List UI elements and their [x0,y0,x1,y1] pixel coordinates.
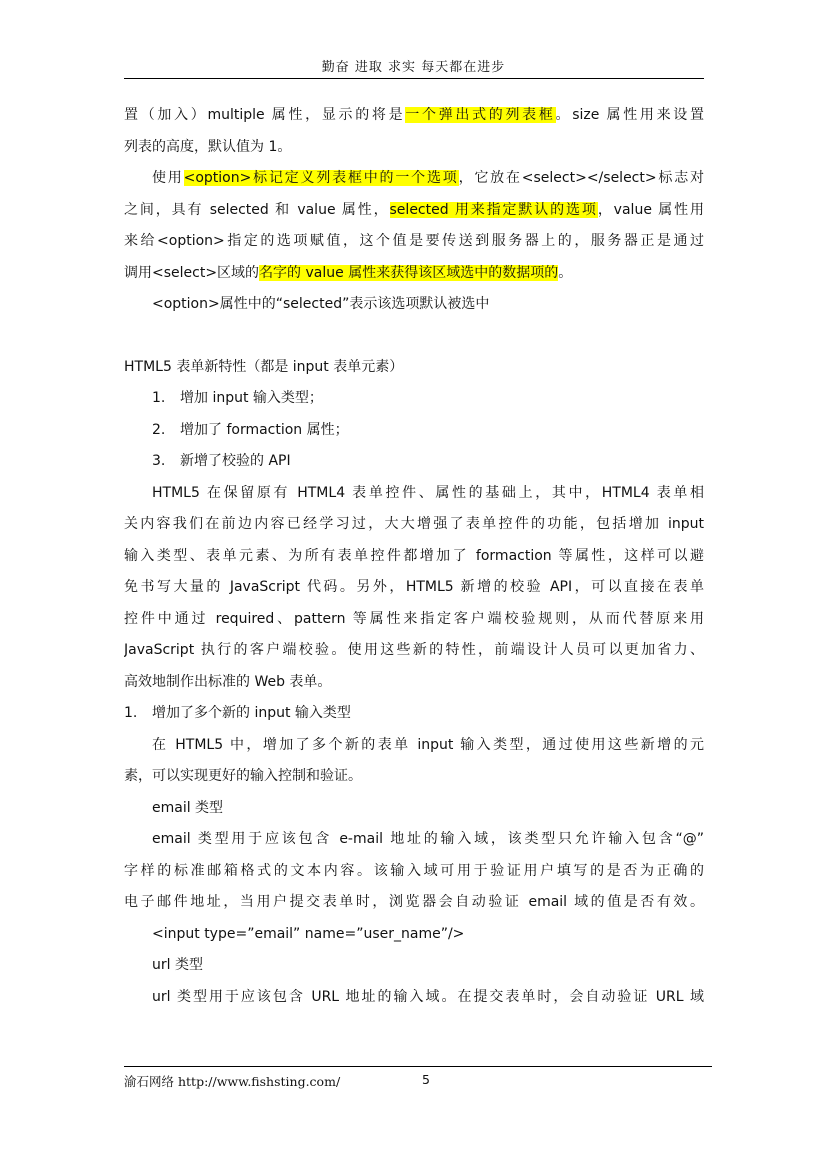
text-span: 置（加入）multiple 属性，显示的将是 [124,107,406,123]
paragraph-line: 免书写大量的 JavaScript 代码。另外，HTML5 新增的校验 API，可以直接在表单 [124,579,704,595]
highlight: selected 用来指定默认的选项 [389,201,598,218]
text-span: ，它放在<select></select>标志对 [458,170,704,186]
type-title: email 类型 [152,799,224,816]
paragraph-line [124,167,704,199]
section-title: 增加了多个新的 input 输入类型 [152,705,351,721]
paragraph-line: HTML5 在保留原有 HTML4 表单控件、属性的基础上，其中，HTML4 表单相 [152,484,704,501]
list-text: 增加 input 输入类型； [180,390,323,406]
list-text: 新增了校验的 API [180,453,291,469]
highlight: 名字的 value 属性来获得该区域选中的数据项的 [259,264,559,281]
text-span: 之间，具有 selected 和 value 属性， [124,201,390,218]
type-title: url 类型 [152,957,203,973]
text-span: 。 [558,264,573,281]
paragraph-line: JavaScript 执行的客户端校验。使用这些新的特性，前端设计人员可以更加省力、 [124,642,704,658]
paragraph-line: 高效地制作出标准的 Web 表单。 [124,673,332,690]
paragraph-line: 控件中通过 required、pattern 等属性来指定客户端校验规则，从而代替原来用 [124,610,704,627]
footer-rule [124,1066,712,1067]
blank-line [124,325,704,356]
text-span: 调用<select>区域的 [124,264,260,281]
paragraph-line: 电子邮件地址，当用户提交表单时，浏览器会自动验证 email 域的值是否有效。 [124,894,704,910]
list-number: 1. [152,390,166,406]
paragraph-line: <option>属性中的“selected”表示该选项默认被选中 [152,296,490,312]
section-number: 1. [124,705,138,721]
page-number: 5 [422,1072,430,1087]
list-item [124,450,704,482]
paragraph-line: email 类型用于应该包含 e-mail 地址的输入域，该类型只允许输入包含“@” [152,831,704,847]
section-heading: HTML5 表单新特性（都是 input 表单元素） [124,358,404,375]
code-line: <input type=”email” name=”user_name”/> [152,925,465,942]
text-span: 使用 [152,170,184,186]
paragraph-line: 列表的高度，默认值为 1。 [124,138,292,155]
text-span: 。size 属性用来设置 [555,107,704,123]
paragraph-line: 字样的标准邮箱格式的文本内容。该输入域可用于验证用户填写的是否为正确的 [124,862,704,879]
paragraph-line [124,104,704,136]
list-number: 3. [152,453,166,469]
paragraph-line: 关内容我们在前边内容已经学习过，大大增强了表单控件的功能，包括增加 input [124,516,704,532]
subsection-heading [124,702,704,734]
paragraph-line: 在 HTML5 中，增加了多个新的表单 input 输入类型，通过使用这些新增的元 [152,736,704,753]
list-text: 增加了 formaction 属性； [180,421,349,438]
paragraph-line: url 类型用于应该包含 URL 地址的输入域。在提交表单时，会自动验证 URL 域 [152,988,704,1005]
list-item [124,419,704,451]
paragraph-line: 输入类型、表单元素、为所有表单控件都增加了 formaction 等属性，这样可以避 [124,547,704,564]
highlight: 一个弹出式的列表框 [405,107,556,123]
header-rule [124,78,704,79]
paragraph-line [124,262,704,294]
paragraph-line: 来给<option>指定的选项赋值，这个值是要传送到服务器上的，服务器正是通过 [124,233,704,249]
footer-site: 渝石网络 http://www.fishsting.com/ [124,1074,341,1089]
paragraph-line [124,199,704,231]
document-body [124,104,704,1017]
list-number: 2. [152,421,166,438]
highlight: <option>标记定义列表框中的一个选项 [183,170,459,186]
paragraph-line: 素，可以实现更好的输入控制和验证。 [124,768,362,784]
text-span: ，value 属性用 [597,201,704,218]
list-item [124,387,704,419]
page-header: 勤奋 进取 求实 每天都在进步 [321,60,506,75]
